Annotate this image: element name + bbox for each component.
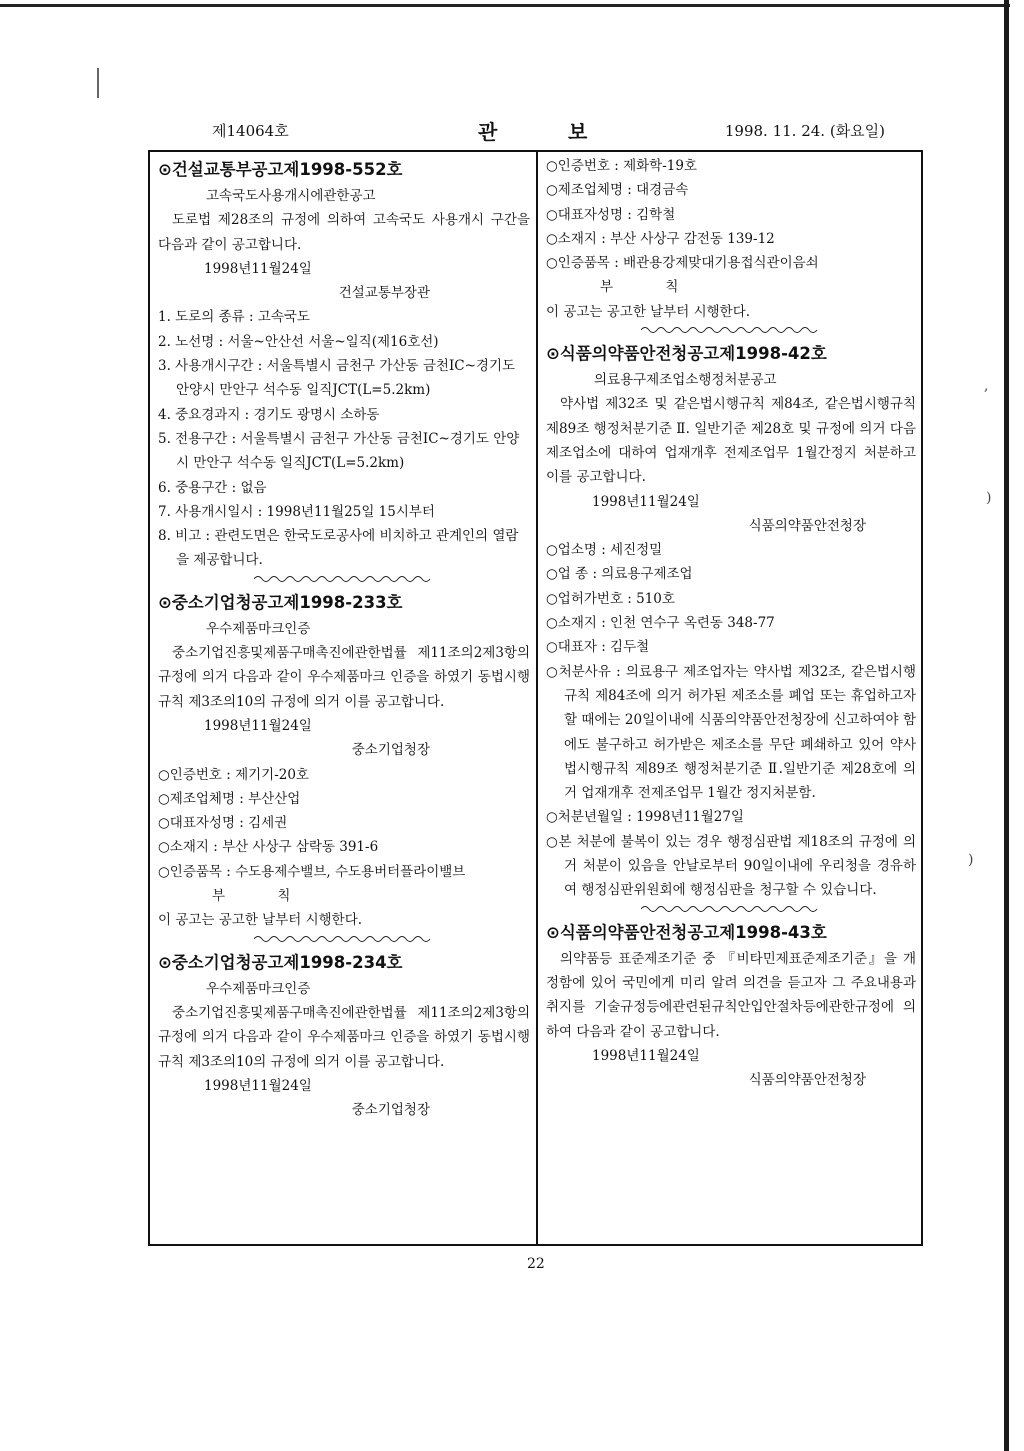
announcement-body: 도로법 제28조의 규정에 의하여 고속국도 사용개시 구간을 다음과 같이 공고합니다. (158, 212, 530, 253)
announcement-date: 1998년11월24일 (204, 1077, 312, 1094)
scan-speck: , (984, 378, 989, 394)
announcement-body: 중소기업진흥및제품구매촉진에관한법률 제11조의2제3항의 규정에 의거 다음과 같이 우수제품마크 인증을 하였기 동법시행규칙 제3조의10의 규정에 의거 이를 공고합니다. (158, 1004, 530, 1070)
page-number: 22 (527, 1256, 545, 1272)
announcement-authority: 중소기업청장 (351, 1102, 430, 1119)
supplementary-text: 이 공고는 공고한 날부터 시행한다. (546, 303, 751, 320)
detail-field: ○업허가번호 : 510호 (546, 590, 675, 607)
detail-field: ○소재지 : 부산 사상구 감전동 139-12 (546, 230, 775, 247)
announcement-233-continued (546, 154, 916, 324)
scan-speck: ) (986, 490, 992, 506)
announcement-233 (158, 589, 530, 933)
detail-field: ○대표자 : 김두철 (546, 639, 650, 656)
right-column (546, 154, 916, 1242)
announcement-date: 1998년11월24일 (592, 493, 700, 510)
section-separator (254, 573, 434, 587)
announcement-subtitle: 우수제품마크인증 (206, 620, 311, 637)
announcement-title: ⊙식품의약품안전청공고제1998-43호 (546, 922, 827, 942)
scan-speck: ) (968, 852, 974, 868)
announcement-date: 1998년11월24일 (204, 717, 312, 734)
announcement-552 (158, 156, 530, 573)
list-item: 3. 사용개시구간 : 서울특별시 금천구 가산동 금천IC~경기도 안양시 만안구 석수동 일직JCT(L=5.2km) (158, 358, 516, 399)
gazette-title-part1: 관 (478, 120, 498, 144)
detail-field: ○인증번호 : 제화학-19호 (546, 158, 697, 174)
scan-mark (97, 68, 99, 98)
top-scan-border (0, 4, 1010, 7)
supplementary-text: 이 공고는 공고한 날부터 시행한다. (158, 912, 363, 929)
list-item: 6. 중용구간 : 없음 (158, 479, 267, 496)
announcement-date: 1998년11월24일 (592, 1047, 700, 1064)
detail-field: ○소재지 : 부산 사상구 삼락동 391-6 (158, 839, 379, 856)
detail-field: ○소재지 : 인천 연수구 옥련동 348-77 (546, 615, 775, 632)
announcement-subtitle: 의료용구제조업소행정처분공고 (594, 372, 777, 389)
detail-field: ○처분사유 : 의료용구 제조업자는 약사법 제32조, 같은법시행규칙 제84조에 의거 허가된 제조소를 폐업 또는 휴업하고자 할 때에는 20일이내에 식품의약품안전청장에 신고하여야 함에도 불구하고 허가받은 제조소를 무단 폐쇄하고 있어 약사법시행규칙 제89조 행정처분기준 Ⅱ.일반기준 제28호에 의거 업재개후 전제조업무 1월간 정지처분함. (546, 663, 916, 802)
announcement-title: ⊙식품의약품안전청공고제1998-42호 (546, 344, 827, 364)
detail-field: ○제조업체명 : 대경금속 (546, 182, 689, 199)
list-item: 4. 중요경과지 : 경기도 광명시 소하동 (158, 406, 380, 423)
supplementary-heading: 부 칙 (212, 888, 315, 905)
announcement-body: 의약품등 표준제조기준 중 『비타민제표준제조기준』을 개정함에 있어 국민에게 미리 알려 의견을 듣고자 그 주요내용과 취지를 기술규정등에관련된규칙안입안절차등에관한규정에 의하여 다음과 같이 공고합니다. (546, 950, 916, 1040)
announcement-title: ⊙중소기업청공고제1998-234호 (158, 952, 403, 972)
section-separator (641, 903, 821, 917)
announcement-authority: 중소기업청장 (351, 742, 430, 759)
announcement-subtitle: 우수제품마크인증 (206, 980, 311, 997)
list-item: 7. 사용개시일시 : 1998년11월25일 15시부터 (158, 503, 435, 520)
detail-field: ○대표자성명 : 김학철 (546, 206, 676, 223)
announcement-body: 약사법 제32조 및 같은법시행규칙 제84조, 같은법시행규칙 제89조 행정처분기준 Ⅱ. 일반기준 제28호 및 규정에 의거 다음 제조업소에 대하여 업재개후 전제조업무 1월간정지 처분하고 이를 공고합니다. (546, 396, 916, 486)
section-separator (254, 933, 434, 947)
page-header (150, 118, 925, 144)
gazette-title-part2: 보 (568, 120, 588, 144)
announcement-subtitle: 고속국도사용개시에관한공고 (206, 188, 376, 204)
list-item: 8. 비고 : 관련도면은 한국도로공사에 비치하고 관계인의 열람을 제공합니다. (158, 528, 519, 569)
detail-field: ○업 종 : 의료용구제조업 (546, 566, 693, 583)
detail-field: ○본 처분에 불복이 있는 경우 행정심판법 제18조의 규정에 의거 처분이 있음을 안날로부터 90일이내에 우리청을 경유하여 행정심판위원회에 행정심판을 청구할 수 있습니다. (546, 833, 916, 899)
issue-number: 제14064호 (212, 122, 289, 140)
announcement-authority: 식품의약품안전청장 (748, 1072, 866, 1089)
detail-field: ○대표자성명 : 김세권 (158, 815, 288, 832)
column-divider (536, 150, 538, 1246)
left-column (158, 154, 530, 1242)
detail-field: ○인증번호 : 제기기-20호 (158, 766, 309, 783)
list-item: 1. 도로의 종류 : 고속국도 (158, 309, 310, 326)
announcement-43 (546, 919, 916, 1093)
section-separator (641, 324, 821, 338)
right-scan-edge (1004, 0, 1009, 1451)
announcement-title: ⊙중소기업청공고제1998-233호 (158, 592, 403, 612)
detail-field: ○인증품목 : 수도용제수밸브, 수도용버터플라이밸브 (158, 863, 466, 880)
announcement-title: ⊙건설교통부공고제1998-552호 (158, 160, 403, 179)
announcement-authority: 건설교통부장관 (338, 285, 430, 302)
detail-field: ○업소명 : 세진정밀 (546, 542, 663, 559)
issue-date: 1998. 11. 24. (화요일) (724, 122, 885, 140)
list-item: 5. 전용구간 : 서울특별시 금천구 가산동 금천IC~경기도 안양시 만안구 석수동 일직JCT(L=5.2km) (158, 430, 520, 472)
announcement-authority: 식품의약품안전청장 (748, 517, 866, 534)
announcement-date: 1998년11월24일 (204, 260, 312, 277)
detail-field: ○인증품목 : 배관용강제맞대기용접식관이음쇠 (546, 255, 819, 272)
list-item: 2. 노선명 : 서울~안산선 서울~일직(제16호선) (158, 333, 439, 350)
announcement-42 (546, 340, 916, 903)
detail-field: ○제조업체명 : 부산산업 (158, 790, 301, 807)
supplementary-heading: 부 칙 (600, 279, 703, 296)
announcement-body: 중소기업진흥및제품구매촉진에관한법률 제11조의2제3항의 규정에 의거 다음과 같이 우수제품마크 인증을 하였기 동법시행규칙 제3조의10의 규정에 의거 이를 공고합니다. (158, 645, 530, 710)
detail-field: ○처분년월일 : 1998년11월27일 (546, 809, 744, 826)
announcement-234 (158, 949, 530, 1123)
